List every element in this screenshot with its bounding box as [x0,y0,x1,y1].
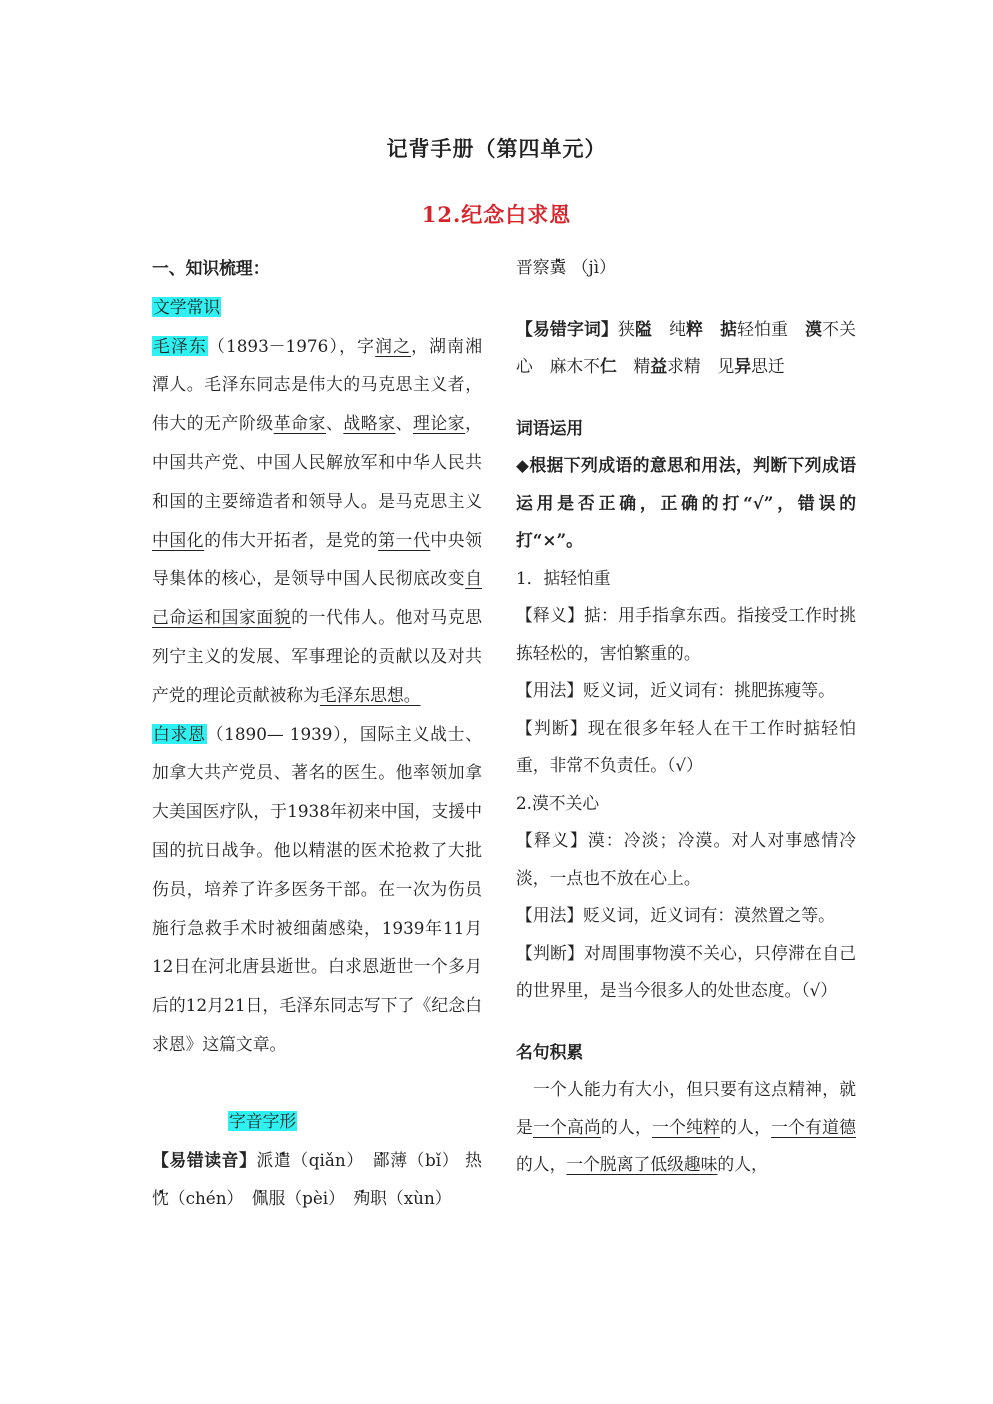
usage-title: 词语运用 [516,417,584,438]
bethune-name: 白求恩 [153,723,206,744]
mao-paragraph: 毛泽东（1893－1976），字润之，湖南湘潭人。毛泽东同志是伟大的马克思主义者，伟大的无产阶级革命家、战略家、理论家，中国共产党、中国人民解放军和中华人民共和国的主要缔造者和领导人。是马克思主义中国化的伟大开拓者，是党的第一代中央领导集体的核心，是领导中国人民彻底改变自己命运和国家面貌的一代伟人。他对马克思列宁主义的发展、军事理论的贡献以及对共产党的理论贡献被称为毛泽东思想。 [152,335,482,705]
item1-title: 1．掂轻怕重 [516,567,611,588]
item1-usage: 【用法】贬义词，近义词有：挑肥拣瘦等。 [516,680,835,700]
chars-label: 字音字形 [229,1110,297,1131]
quote-title: 名句积累 [516,1041,584,1062]
literature-label: 文学常识 [153,296,221,317]
mao-name: 毛泽东 [153,335,208,356]
quote-text: 一个人能力有大小，但只要有这点精神，就是一个高尚的人，一个纯粹的人，一个有道德的人，一个脱离了低级趣味的人， [516,1079,856,1174]
bethune-paragraph: 白求恩（1890— 1939），国际主义战士、加拿大共产党员、著名的医生。他率领加拿大美国医疗队，于1938年初来中国，支援中国的抗日战争。他以精湛的医术抢救了大批伤员，培养了许多医务干部。在一次为伤员施行急救手术时被细菌感染，1939年11月12日在河北唐县逝世。白求恩逝世一个多月后的12月21日，毛泽东同志写下了《纪念白求恩》这篇文章。 [152,723,482,1054]
section-heading: 一、知识梳理： [152,258,270,278]
right-column [516,249,856,1184]
item1-judge: 【判断】现在很多年轻人在干工作时掂轻怕重，非常不负责任。（√） [516,717,856,775]
item2-title: 2.漠不关心 [516,792,600,813]
item2-judge: 【判断】对周围事物漠不关心，只停滞在自己的世界里，是当今很多人的处世态度。（√） [516,942,856,1000]
item2-usage: 【用法】贬义词，近义词有：漠然置之等。 [516,905,835,925]
pronunciation-continued: 晋察冀 （jì） [516,257,616,277]
document-title: 记背手册（第四单元） [386,136,607,161]
question: ◆根据下列成语的意思和用法，判断下列成语运用是否正确，正确的打“√”，错误的打“×”。 [516,455,856,550]
lesson-title: 12.纪念白求恩 [421,202,572,227]
item2-meaning: 【释义】漠：冷淡；冷漠。对人对事感情冷淡，一点也不放在心上。 [516,830,856,888]
item1-meaning: 【释义】掂：用手指拿东西。指接受工作时挑拣轻松的，害怕繁重的。 [516,605,856,663]
pronunciation-list: 【易错读音】派遣（qiǎn） 鄙薄（bǐ） 热忱（chén） 佩服（pèi） 殉职（xùn） [152,1149,482,1209]
left-column [152,249,482,1218]
error-words: 【易错字词】狭隘 纯粹 掂轻怕重 漠不关心 麻木不仁 精益求精 见异思迁 [516,318,856,376]
